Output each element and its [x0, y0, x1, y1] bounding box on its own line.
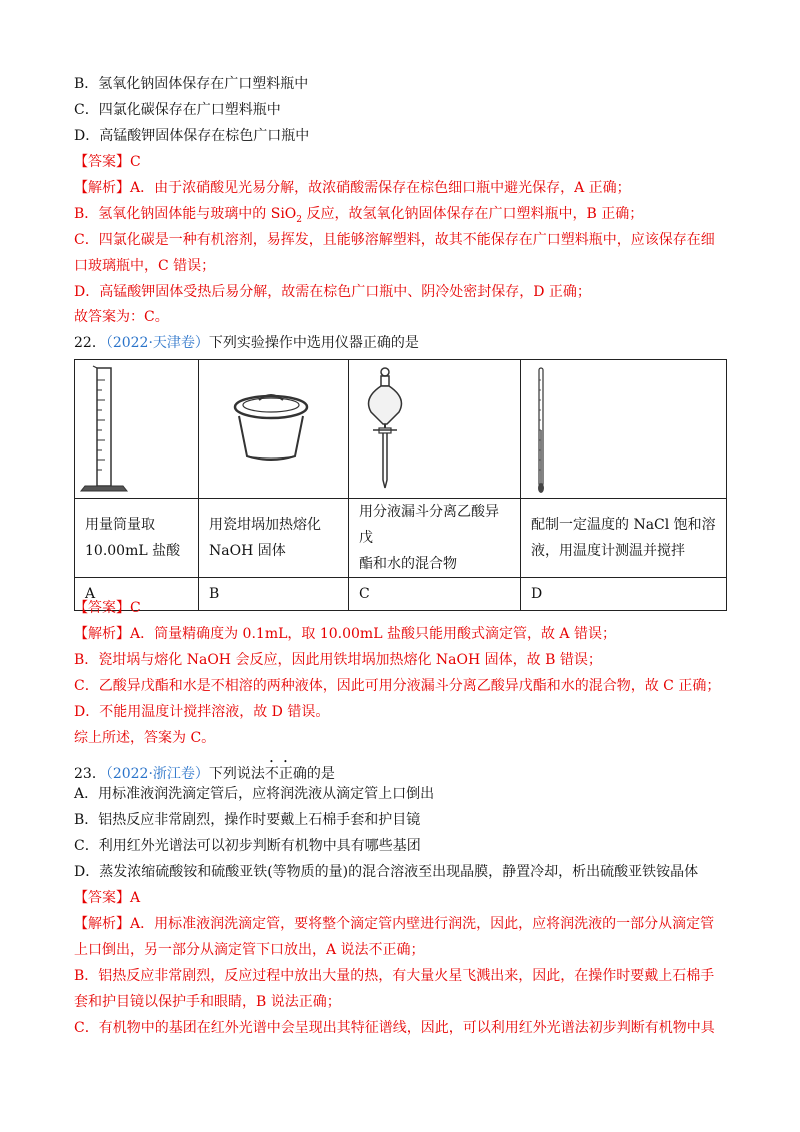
- q21-answer: 【答案】C: [74, 154, 141, 170]
- q23-answer: 【答案】A: [74, 890, 141, 906]
- q22-image-cell-b: [199, 360, 349, 499]
- q23-source: （2022·浙江卷）: [105, 766, 209, 782]
- q22-analysis-a: 【解析】A．筒量精确度为 0.1mL，取 10.00mL 盐酸只能用酸式滴定管，故 A 错误；: [74, 626, 616, 642]
- q22-image-cell-d: [521, 360, 727, 499]
- q23-option-c: C．利用红外光谱法可以初步判断有机物中具有哪些基团: [74, 838, 421, 854]
- q21-analysis-d: D．高锰酸钾固体受热后易分解，故需在棕色广口瓶中、阴冷处密封保存，D 正确；: [74, 284, 591, 300]
- q23-stem: 23．（2022·浙江卷）下列说法不正确的是: [74, 766, 335, 782]
- q22-desc-c: 用分液漏斗分离乙酸异戊 酯和水的混合物: [349, 499, 521, 578]
- q22-letter-b: B: [199, 578, 349, 611]
- thermometer-icon: [521, 360, 727, 498]
- q23-option-d: D．蒸发浓缩硫酸铵和硫酸亚铁(等物质的量)的混合溶液至出现晶膜，静置冷却，析出硫酸亚铁铵晶体: [74, 864, 699, 880]
- q22-answer: 【答案】C: [74, 600, 141, 616]
- q23-emphasis: 不正: [264, 766, 293, 782]
- q23-analysis-b-line1: B．铝热反应非常剧烈，反应过程中放出大量的热，有大量火星飞溅出来，因此，在操作时要戴上石棉手: [74, 968, 715, 984]
- q22-descriptions-row: [75, 499, 727, 578]
- q22-source: （2022·天津卷）: [105, 335, 209, 351]
- q21-analysis-b: B．氢氧化钠固体能与玻璃中的 SiO$_2$ 反应，故氢氧化钠固体保存在广口塑料瓶中，B 正确；: [74, 206, 644, 225]
- q23-analysis-b-line2: 套和护目镜以保护手和眼睛，B 说法正确；: [74, 994, 341, 1010]
- graduated-cylinder-icon: [75, 360, 199, 498]
- q22-conclusion: 综上所述，答案为 C。: [74, 730, 216, 746]
- q22-desc-b: 用瓷坩埚加热熔化 NaOH 固体: [199, 499, 349, 578]
- q23-analysis-c-line1: C．有机物中的基团在红外光谱中会呈现出其特征谱线，因此，可以利用红外光谱法初步判断有机物中具: [74, 1020, 715, 1036]
- q21-conclusion: 故答案为：C。: [74, 309, 169, 325]
- q21-analysis-c-line2: 口玻璃瓶中，C 错误；: [74, 258, 216, 274]
- q23-option-a: A．用标准液润洗滴定管后，应将润洗液从滴定管上口倒出: [74, 786, 435, 802]
- q21-analysis-a: 【解析】A．由于浓硝酸见光易分解，故浓硝酸需保存在棕色细口瓶中避光保存，A 正确；: [74, 180, 631, 196]
- q22-letters-row: [75, 578, 727, 611]
- q22-letter-d: D: [521, 578, 727, 611]
- q22-image-cell-a: [75, 360, 199, 499]
- q21-option-b: B．氢氧化钠固体保存在广口塑料瓶中: [74, 76, 309, 92]
- q22-letter-c: C: [349, 578, 521, 611]
- q22-desc-a: 用量筒量取 10.00mL 盐酸: [75, 499, 199, 578]
- q22-analysis-d: D．不能用温度计搅拌溶液，故 D 错误。: [74, 704, 330, 720]
- q22-letter-a: A: [75, 578, 199, 611]
- separatory-funnel-icon: [349, 360, 521, 498]
- q22-analysis-b: B．瓷坩埚与熔化 NaOH 会反应，因此用铁坩埚加热熔化 NaOH 固体，故 B 错误；: [74, 652, 602, 668]
- q22-desc-d: 配制一定温度的 NaCl 饱和溶 液，用温度计测温并搅拌: [521, 499, 727, 578]
- q22-analysis-c: C．乙酸异戊酯和水是不相溶的两种液体，因此可用分液漏斗分离乙酸异戊酯和水的混合物，故 C 正确；: [74, 678, 721, 694]
- q21-option-d: D．高锰酸钾固体保存在棕色广口瓶中: [74, 128, 310, 144]
- q21-option-c: C．四氯化碳保存在广口塑料瓶中: [74, 102, 281, 118]
- q22-options-table: [74, 359, 727, 611]
- q22-stem: 22．（2022·天津卷）下列实验操作中选用仪器正确的是: [74, 335, 419, 351]
- porcelain-crucible-icon: [199, 360, 349, 498]
- q22-image-cell-c: [349, 360, 521, 499]
- q23-option-b: B．铝热反应非常剧烈，操作时要戴上石棉手套和护目镜: [74, 812, 421, 828]
- q22-images-row: [75, 360, 727, 499]
- q23-analysis-a-line2: 上口倒出，另一部分从滴定管下口放出，A 说法不正确；: [74, 942, 425, 958]
- q21-analysis-c-line1: C．四氯化碳是一种有机溶剂，易挥发，且能够溶解塑料，故其不能保存在广口塑料瓶中，应该保存在细: [74, 232, 715, 248]
- q23-analysis-a-line1: 【解析】A．用标准液润洗滴定管，要将整个滴定管内壁进行润洗，因此，应将润洗液的一部分从滴定管: [74, 916, 715, 932]
